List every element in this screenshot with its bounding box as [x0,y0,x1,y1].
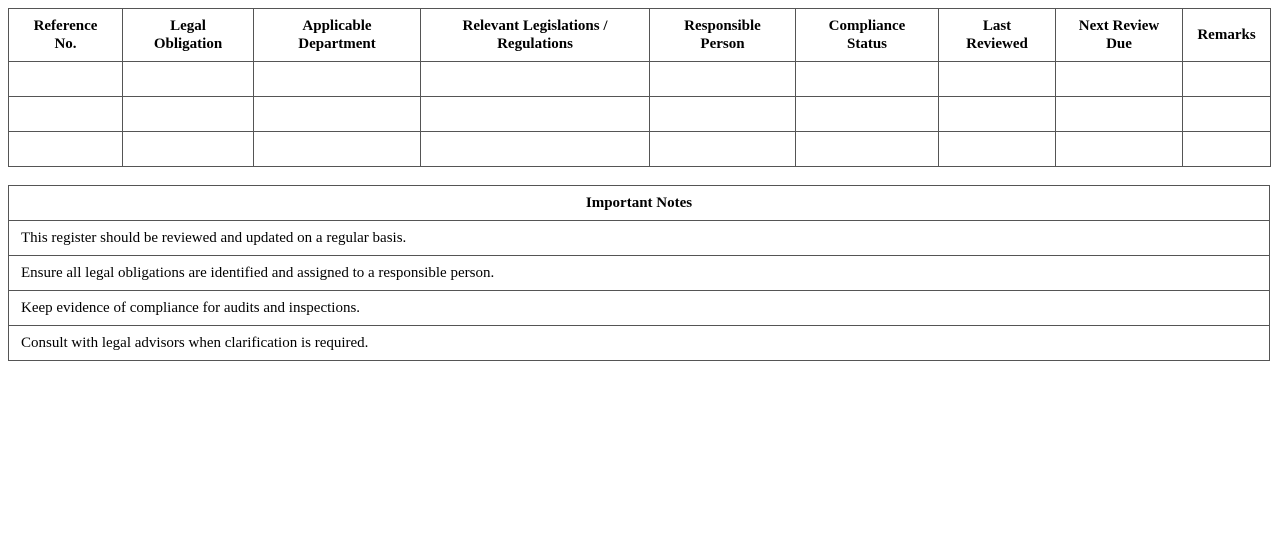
note-item: Keep evidence of compliance for audits and inspections. [9,291,1270,326]
note-item: Ensure all legal obligations are identified and assigned to a responsible person. [9,256,1270,291]
table-cell[interactable] [1183,132,1271,167]
header-line: Department [298,36,376,52]
table-cell[interactable] [254,62,421,97]
table-cell[interactable] [650,62,796,97]
header-line: Legal [170,18,206,34]
table-cell[interactable] [421,62,650,97]
table-cell[interactable] [9,97,123,132]
header-compliance-status [796,9,939,62]
header-relevant-legislations [421,9,650,62]
table-cell[interactable] [939,97,1056,132]
table-cell[interactable] [254,97,421,132]
notes-title: Important Notes [9,186,1270,221]
header-next-review-due [1056,9,1183,62]
table-cell[interactable] [421,97,650,132]
header-line: Applicable [302,18,372,34]
table-cell[interactable] [1183,97,1271,132]
table-cell[interactable] [796,97,939,132]
table-cell[interactable] [650,132,796,167]
header-reference-no [9,9,123,62]
important-notes-table [8,185,1270,361]
header-line: Reviewed [966,36,1028,52]
note-row [9,221,1270,256]
table-cell[interactable] [254,132,421,167]
table-cell[interactable] [1056,62,1183,97]
table-row [9,132,1271,167]
notes-header-row [9,186,1270,221]
header-line: Last [982,18,1012,34]
table-cell[interactable] [939,132,1056,167]
header-line: Compliance [828,18,906,34]
header-line: Next Review [1078,18,1160,34]
table-cell[interactable] [650,97,796,132]
header-responsible-person [650,9,796,62]
header-line: Person [700,36,745,52]
note-row [9,326,1270,361]
header-line: Due [1106,36,1132,52]
header-line: Responsible [684,18,761,34]
table-cell[interactable] [9,132,123,167]
header-applicable-department [254,9,421,62]
table-cell[interactable] [421,132,650,167]
note-row [9,256,1270,291]
header-last-reviewed [939,9,1056,62]
table-cell[interactable] [796,132,939,167]
table-cell[interactable] [796,62,939,97]
header-legal-obligation [123,9,254,62]
header-line: Remarks [1197,27,1256,43]
table-cell[interactable] [1056,97,1183,132]
table-cell[interactable] [123,62,254,97]
table-cell[interactable] [1056,132,1183,167]
header-line: No. [54,36,77,52]
table-cell[interactable] [1183,62,1271,97]
header-line: Obligation [153,36,223,52]
table-row [9,97,1271,132]
legal-register-table [8,8,1271,167]
table-cell[interactable] [123,97,254,132]
table-header-row [9,9,1271,62]
table-cell[interactable] [9,62,123,97]
header-remarks [1183,9,1271,62]
table-row [9,62,1271,97]
note-row [9,291,1270,326]
header-line: Status [846,36,887,52]
note-item: Consult with legal advisors when clarification is required. [9,326,1270,361]
table-cell[interactable] [123,132,254,167]
header-line: Reference [33,18,98,34]
header-line: Regulations [497,36,573,52]
header-line: Relevant Legislations / [462,18,608,34]
note-item: This register should be reviewed and updated on a regular basis. [9,221,1270,256]
table-cell[interactable] [939,62,1056,97]
